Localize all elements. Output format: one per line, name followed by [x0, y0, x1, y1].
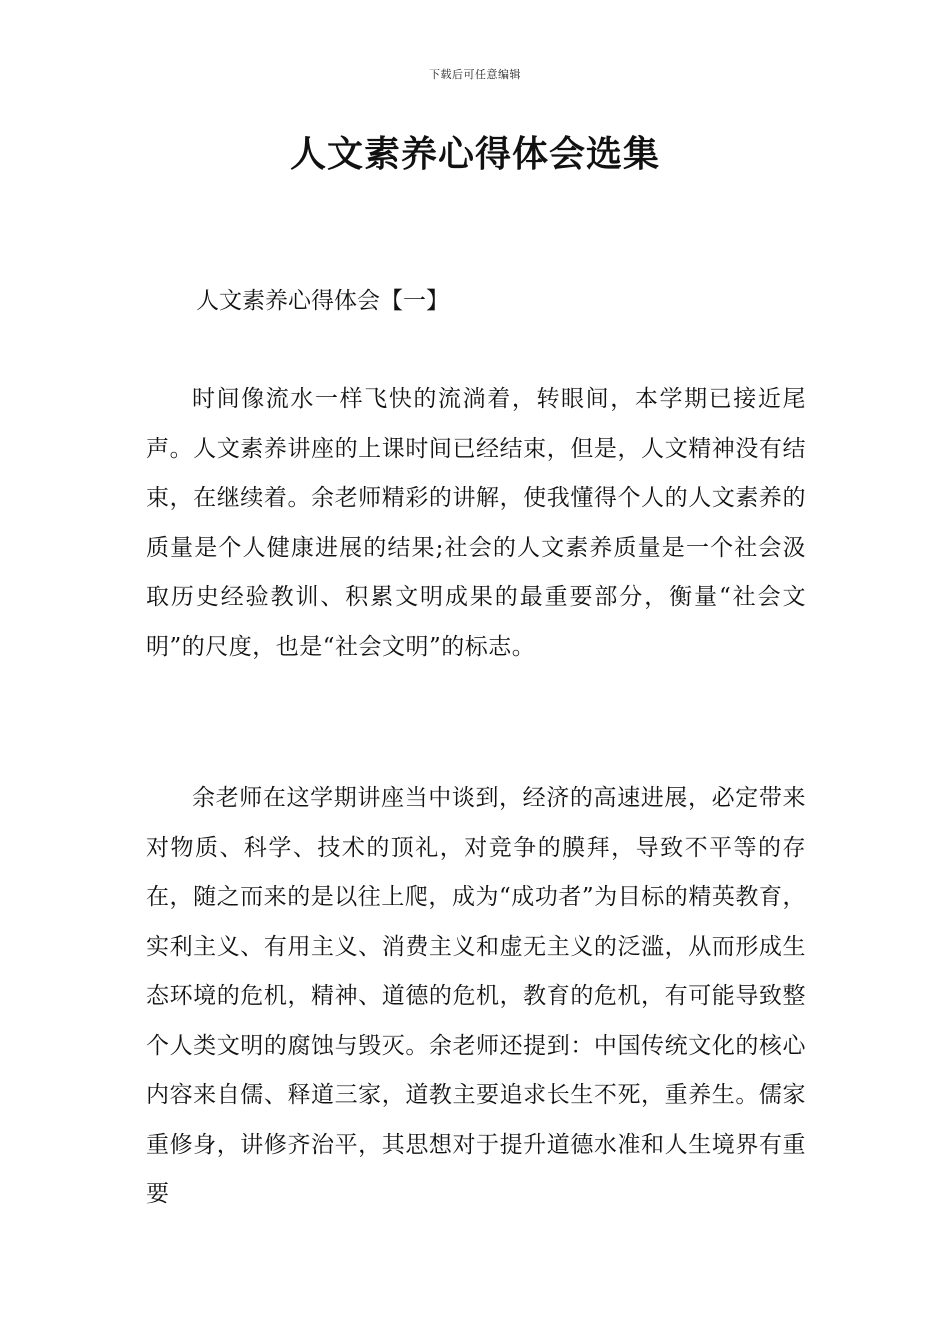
body-paragraph: 时间像流水一样飞快的流淌着，转眼间，本学期已接近尾声。人文素养讲座的上课时间已经结束，但是，人文精神没有结束，在继续着。余老师精彩的讲解，使我懂得个人的人文素养的质量是个人健康进展的结果;社会的人文素养质量是一个社会汲取历史经验教训、积累文明成果的最重要部分，衡量“社会文明”的尺度，也是“社会文明”的标志。	[146, 386, 806, 660]
section-heading: 人文素养心得体会【一】	[196, 288, 449, 314]
body-paragraph: 余老师在这学期讲座当中谈到，经济的高速进展，必定带来对物质、科学、技术的顶礼，对竞争的膜拜，导致不平等的存在，随之而来的是以往上爬，成为“成功者”为目标的精英教育，实利主义、有用主义、消费主义和虚无主义的泛滥，从而形成生态环境的危机，精神、道德的危机，教育的危机，有可能导致整个人类文明的腐蚀与毁灭。余老师还提到：中国传统文化的核心内容来自儒、释道三家，道教主要追求长生不死，重养生。儒家重修身，讲修齐治平，其思想对于提升道德水准和人生境界有重要	[146, 785, 806, 1207]
header-note: 下载后可任意编辑	[429, 68, 521, 81]
document-title: 人文素养心得体会选集	[289, 133, 660, 175]
